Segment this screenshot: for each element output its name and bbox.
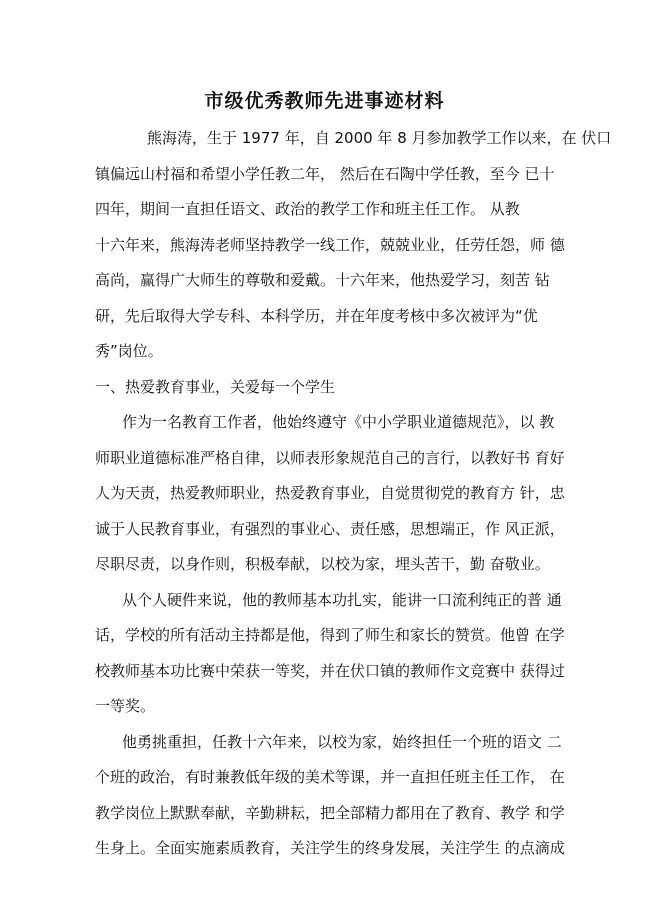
body-line: 诚于人民教育事业，有强烈的事业心、责任感，思想端正，作 风正派， — [95, 520, 565, 538]
body-line: 生身上。全面实施素质教育，关注学生的终身发展，关注学生 的点滴成 — [95, 839, 565, 857]
body-line: 他勇挑重担，任教十六年来，以校为家，始终担任一个班的语文 二 — [122, 733, 562, 751]
body-line: 教学岗位上默默奉献，辛勤耕耘，把全部精力都用在了教育、教学 和学 — [95, 804, 565, 822]
body-line: 十六年来，熊海涛老师坚持教学一线工作，兢兢业业，任劳任怨，师 德 — [95, 236, 565, 254]
body-line: 人为天责，热爱教师职业，热爱教育事业，自觉贯彻党的教育方 针，忠 — [95, 484, 565, 502]
document-title: 市级优秀教师先进事迹材料 — [204, 90, 445, 112]
body-line: 高尚，赢得广大师生的尊敬和爱戴。十六年来，他热爱学习，刻苦 钻 — [95, 271, 550, 289]
body-line: 四年，期间一直担任语文、政治的教学工作和班主任工作。 从教 — [95, 200, 520, 218]
body-line: 熊海涛，生于 1977 年，自 2000 年 8 月参加教学工作以来，在 伏口 — [147, 129, 612, 147]
body-line: 镇偏远山村福和希望小学任教二年， 然后在石陶中学任教，至今 已十 — [95, 165, 555, 183]
body-line: 从个人硬件来说，他的教师基本功扎实，能讲一口流利纯正的普 通 — [122, 591, 562, 609]
body-line: 一等奖。 — [95, 697, 156, 715]
body-line: 师职业道德标准严格自律，以师表形象规范自己的言行，以教好书 育好 — [95, 449, 565, 467]
body-line: 作为一名教育工作者，他始终遵守《中小学职业道德规范》，以 教 — [122, 413, 555, 431]
body-line: 校教师基本功比赛中荣获一等奖，并在伏口镇的教师作文竞赛中 获得过 — [95, 662, 565, 680]
body-line: 秀”岗位。 — [95, 342, 163, 360]
section-heading: 一、热爱教育事业，关爱每一个学生 — [95, 378, 336, 396]
body-line: 尽职尽责，以身作则，积极奉献，以校为家，埋头苦干，勤 奋敬业。 — [95, 555, 550, 573]
body-line: 话，学校的所有活动主持都是他，得到了师生和家长的赞赏。他曾 在学 — [95, 626, 565, 644]
body-line: 研，先后取得大学专科、本科学历，并在年度考核中多次被评为“优 — [95, 307, 538, 325]
body-line: 个班的政治，有时兼教低年级的美术等课，并一直担任班主任工作， 在 — [95, 768, 565, 786]
